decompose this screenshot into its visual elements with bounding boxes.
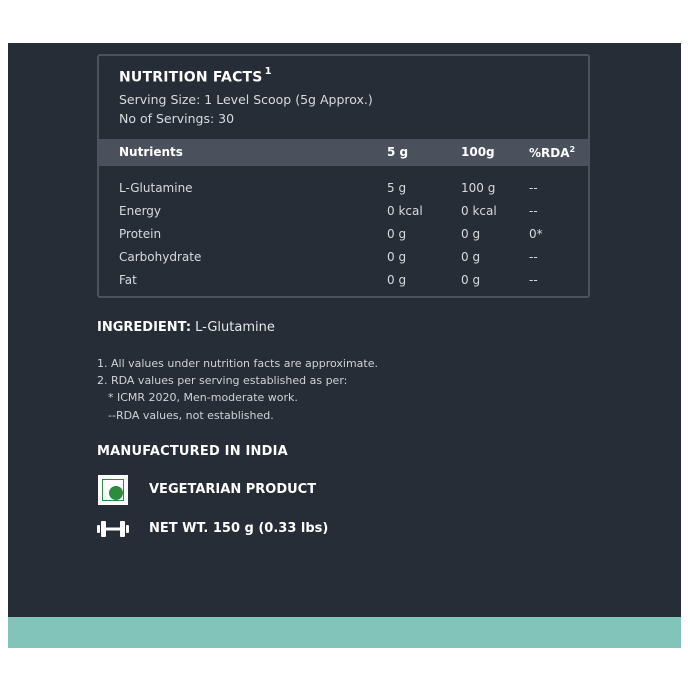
table-row [99,273,588,296]
manufactured-in-india: MANUFACTURED IN INDIA [97,444,288,459]
footnote: 1. All values under nutrition facts are approximate. [97,357,378,370]
header-100g: 100g [461,145,495,159]
table-row [99,181,588,204]
footnote: 2. RDA values per serving established as per: [97,374,348,387]
footnote: * ICMR 2020, Men-moderate work. [108,391,298,404]
vegetarian-mark-icon [98,475,128,505]
value-rda: -- [529,250,538,264]
value-100g: 100 g [461,181,496,195]
nutrition-table-header [99,139,588,166]
nutrient-name: Fat [119,273,137,287]
ingredient-line [97,320,275,335]
nutrient-name: Carbohydrate [119,250,202,264]
serving-size: Serving Size: 1 Level Scoop (5g Approx.) [119,92,373,107]
header-5g: 5 g [387,145,409,159]
dumbbell-icon [97,519,129,539]
value-5g: 0 g [387,227,407,241]
value-rda: -- [529,273,538,287]
value-5g: 5 g [387,181,407,195]
value-rda: -- [529,204,538,218]
vegetarian-label: VEGETARIAN PRODUCT [149,482,317,497]
value-5g: 0 g [387,273,407,287]
footnote: --RDA values, not established. [108,409,274,422]
servings-count: No of Servings: 30 [119,111,235,126]
value-100g: 0 g [461,250,481,264]
table-row [99,227,588,250]
ingredient-label: INGREDIENT: [97,320,192,335]
value-100g: 0 g [461,227,481,241]
value-100g: 0 g [461,273,481,287]
header-rda: %RDA$^2$ [529,145,576,160]
net-weight-label: NET WT. 150 g (0.33 lbs) [149,521,329,536]
nutrient-name: Protein [119,227,162,241]
value-100g: 0 kcal [461,204,497,218]
value-rda: -- [529,181,538,195]
value-5g: 0 kcal [387,204,423,218]
value-rda: 0* [529,227,543,241]
nutrient-name: Energy [119,204,162,218]
nutrition-facts-box [97,54,590,298]
value-5g: 0 g [387,250,407,264]
nutrient-name: L-Glutamine [119,181,193,195]
nutrition-facts-title: NUTRITION FACTS $^1$ [119,66,272,86]
header-nutrients: Nutrients [119,145,183,159]
table-row [99,204,588,227]
ingredient-value: L-Glutamine [195,320,275,335]
table-row [99,250,588,273]
footer-band [8,617,681,648]
